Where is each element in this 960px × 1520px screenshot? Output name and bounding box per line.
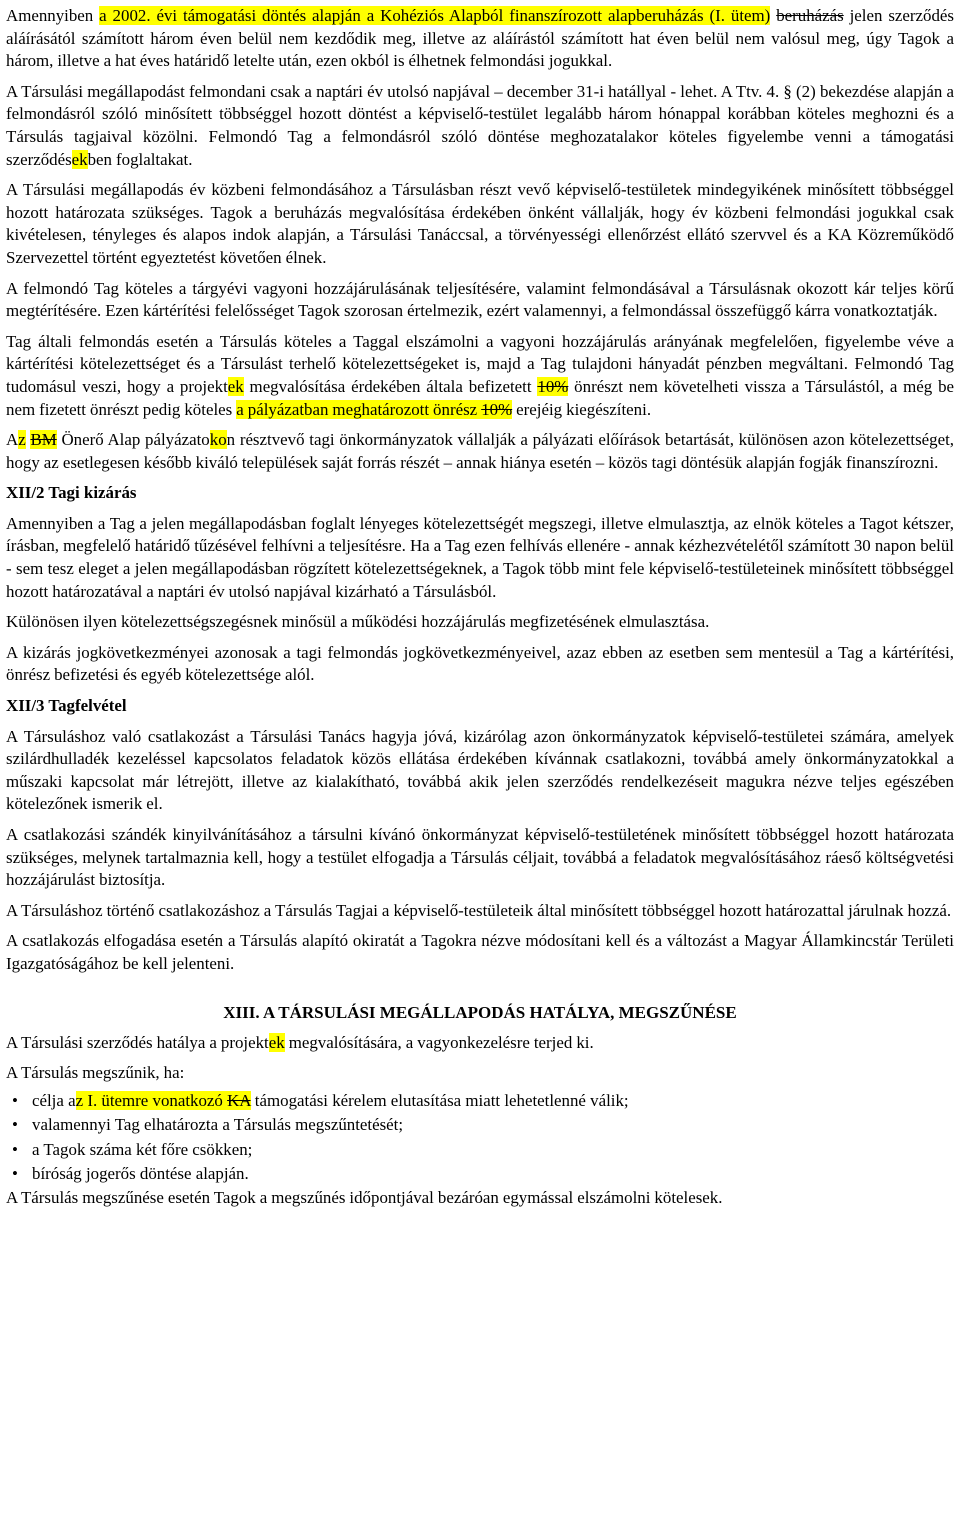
text-run: célja a	[32, 1090, 76, 1110]
list-item	[12, 1162, 954, 1187]
highlighted-strikethrough-text: 10%	[537, 376, 569, 396]
paragraph-admission-consent: A Társuláshoz történő csatlakozáshoz a Társulás Tagjai a képviselő-testületeik által minősített többséggel hozott határozattal járulnak hozzá.	[6, 900, 952, 920]
bullet-icon: •	[12, 1115, 18, 1135]
section-heading-member-admission: XII/3 Tagfelvétel	[6, 696, 127, 716]
paragraph-termination-date	[6, 81, 954, 171]
list-item	[12, 1113, 954, 1138]
list-item	[12, 1089, 954, 1114]
text-run: ben foglaltakat.	[87, 149, 193, 169]
highlighted-text: ko	[209, 430, 227, 450]
paragraph-withdrawing-member-liability: A felmondó Tag köteles a tárgyévi vagyoni hozzájárulásának teljesítésére, valamint felmondásával a Társulásnak okozott kár teljes körű megtérítésére. Ezen kártérítési felelősséget Tagok szorosan értelmezik, ezért valamennyi, a felmondással összefüggő kárra vonatkoztatják.	[6, 278, 954, 321]
text-run: A Társulási szerződés hatálya a projekt	[6, 1032, 269, 1052]
paragraph-admission-registration: A csatlakozás elfogadása esetén a Társulás alapító okiratát a Tagokra nézve módosítani kell és a változást a Magyar Államkincstár Területi Igazgatóságához be kell jelenteni.	[6, 931, 954, 973]
highlighted-text: ek	[227, 376, 244, 396]
paragraph-agreement-scope	[6, 1032, 954, 1055]
paragraph-exclusion-procedure: Amennyiben a Tag a jelen megállapodásban foglalt lényeges kötelezettségét megszegi, illetve elmulasztja, az elnök köteles a Tagot kétszer, írásban, megfelelő határidő tűzésével felhívni a teljesítésre. Ha a Tag ezen felhívás ellenére - annak kézhezvételétől számított 30 napon belül - sem tesz eleget a jelen megállapodásban rögzített kötelezettségeknek, a Tagok több mint fele képviselő-testületeinek minősített többséggel hozott határozatával a naptári év utolsó napjával kizárható a Társulásból.	[6, 513, 954, 601]
paragraph-own-resource-fund	[6, 429, 954, 474]
chapter-heading-validity-termination: XIII. A TÁRSULÁSI MEGÁLLAPODÁS HATÁLYA, MEGSZŰNÉSE	[223, 1002, 737, 1022]
highlighted-strikethrough-text: 10%	[481, 399, 513, 419]
paragraph-dissolution-intro: A Társulás megszűnik, ha:	[6, 1063, 185, 1083]
document-page	[6, 5, 954, 1217]
highlighted-text: a 2002. évi támogatási döntés alapján a Kohéziós Alapból finanszírozott alapberuházás (I. ütem)	[99, 6, 771, 25]
text-run: erejéig kiegészíteni.	[512, 399, 652, 419]
text-run: megvalósítása érdekében általa befizetett	[243, 376, 538, 396]
highlighted-strikethrough-text: KA	[227, 1090, 251, 1110]
highlighted-strikethrough-text: BM	[30, 430, 57, 450]
text-run: a Tagok száma két főre csökken;	[32, 1139, 253, 1159]
paragraph-dissolution-settlement: A Társulás megszűnése esetén Tagok a megszűnés időpontjával bezáróan egymással elszámolni kötelesek.	[6, 1187, 723, 1207]
highlighted-text: z	[18, 430, 26, 450]
text-run: jelen szerződés aláírásától számított három éven belül nem kezdődik meg, illetve az aláírástól számított hat éven belül nem valósul meg, úgy Tagok a három, illetve a hat éves határidő letelte után, ezen okból is élhetnek felmondási jogukkal.	[6, 6, 954, 71]
dissolution-conditions-list	[6, 1089, 954, 1187]
highlighted-text: a pályázatban meghatározott önrész	[236, 399, 478, 419]
section-heading-member-exclusion: XII/2 Tagi kizárás	[6, 483, 137, 503]
text-run: megvalósítására, a vagyonkezelésre terjed ki.	[284, 1032, 594, 1052]
paragraph-admission-approval: A Társuláshoz való csatlakozást a Társulási Tanács hagyja jóvá, kizárólag azon önkormányzatok képviselő-testületei számára, amelyek szilárdhulladék kezeléssel kapcsolatos feladatok közös ellátása érdekében kívánnak csatlakozni, továbbá amely önkormányzatokkal a műszaki kapcsolat már létrejött, illetve az kialakítható, továbbá akik jelen szerződés rendelkezéseit magukra nézve teljes egészében kötelezőnek ismerik el.	[6, 726, 954, 814]
paragraph-admission-intent: A csatlakozási szándék kinyilvánításához a társulni kívánó önkormányzat képviselő-testületének minősített többséggel hozott határozata szükséges, melynek tartalmaznia kell, hogy a testület elfogadja a Társulás céljait, továbbá a feladatok megvalósításához ráeső költségvetési hozzájárulást biztosítja.	[6, 825, 954, 890]
paragraph-exclusion-consequences: A kizárás jogkövetkezményei azonosak a tagi felmondás jogkövetkezményeivel, azaz ebben az esetben sem mentesül a Tag a kártérítési, önrész befizetési és egyéb kötelezettsége alól.	[6, 642, 954, 685]
paragraph-exclusion-example: Különösen ilyen kötelezettségszegésnek minősül a működési hozzájárulás megfizetésének elmulasztása.	[6, 612, 710, 632]
paragraph-termination-deadline	[6, 5, 954, 73]
paragraph-settlement	[6, 331, 954, 421]
bullet-icon: •	[12, 1164, 18, 1184]
bullet-icon: •	[12, 1139, 18, 1159]
bullet-icon: •	[12, 1090, 18, 1110]
highlighted-text: z I. ütemre vonatkozó	[75, 1090, 228, 1110]
highlighted-text: ek	[268, 1032, 285, 1052]
text-run: valamennyi Tag elhatározta a Társulás megszűntetését;	[32, 1115, 404, 1135]
text-run: támogatási kérelem elutasítása miatt lehetetlenné válik;	[250, 1090, 629, 1110]
text-run: Amennyiben	[6, 6, 100, 25]
text-run: Önerő Alap pályázato	[56, 430, 210, 450]
text-run: A Társulási megállapodást felmondani csak a naptári év utolsó napjával – december 31-i hatállyal - lehet. A Ttv. 4. § (2) bekezdése alapján a felmondásról szóló minősített többséggel hozott döntést a képviselő-testület legalább három hónappal korábban köteles meghozni és a Társulás tagjaival közölni. Felmondó Tag a felmondásról szóló döntése meghozatalakor köteles figyelembe venni a támogatási szerződés	[6, 81, 954, 169]
text-run: A	[6, 430, 19, 450]
text-run: Tag általi felmondás esetén a Társulás köteles a Taggal elszámolni a vagyoni hozzájárulás arányának megfelelően, figyelembe véve a kártérítési kötelezettséget és a Társulást terhelő kötelezettségeket is, majd a Tag tulajdoni hányadát pénzben megváltani. Felmondó Tag tudomásul veszi, hogy a projekt	[6, 331, 954, 396]
highlighted-text: ek	[71, 149, 88, 169]
text-run: n résztvevő tagi önkormányzatok vállalják a pályázati előírások betartását, különösen azon kötelezettséget, hogy az esetlegesen később kiváló települések saját forrás részét – annak hiánya esetén – közös tagi döntésük alapján fogják finanszírozni.	[6, 430, 954, 472]
text-run: önrészt nem követelheti vissza a Társulástól, a még be nem fizetett önrészt pedig köteles	[6, 376, 955, 419]
strikethrough-text: beruházás	[776, 6, 844, 25]
paragraph-midyear-termination: A Társulási megállapodás év közbeni felmondásához a Társulásban részt vevő képviselő-testületek mindegyikének minősített többséggel hozott határozata szükséges. Tagok a beruházás megvalósítása érdekében önként vállalják, hogy év közbeni felmondási jogukkal csak kivételesen, tényleges és alapos indok alapján, a Társulási Tanáccsal, a törvényességi ellenőrzést ellátó szervvel és a KA Közreműködő Szervezettel történt egyeztetést követően élnek.	[6, 180, 954, 267]
text-run: bíróság jogerős döntése alapján.	[32, 1164, 249, 1184]
list-item	[12, 1138, 954, 1163]
